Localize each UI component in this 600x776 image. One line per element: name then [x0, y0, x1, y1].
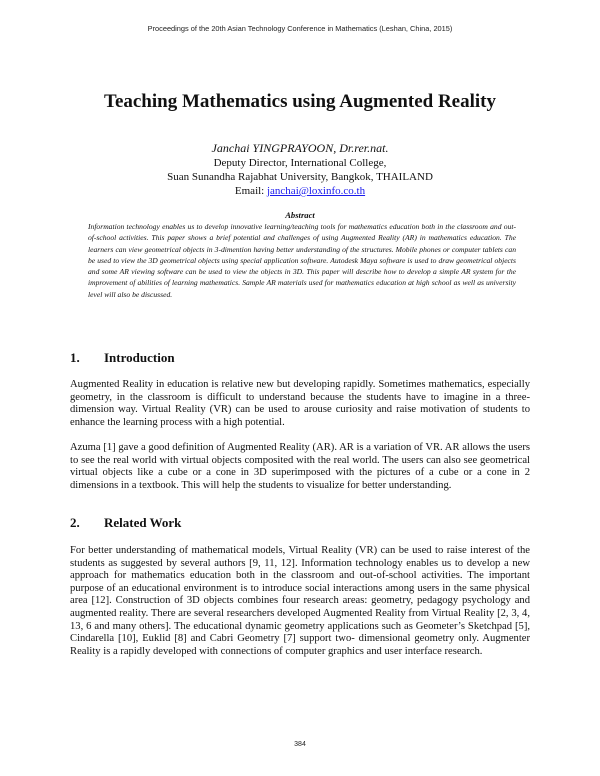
section-heading-related-work [70, 515, 181, 531]
email-label: Email: [234, 185, 267, 197]
author-email-line [0, 184, 600, 198]
section-heading-introduction [70, 350, 175, 366]
section-number: 1. [70, 350, 80, 365]
section-number: 2. [70, 515, 80, 530]
introduction-paragraph-1: Augmented Reality in education is relative new but developing rapidly. Sometimes mathematics, especially geometry, in the classroom is difficult to understand because the students have to imagine in a three-dimension way. Virtual Reality (VR) can be used to arouse curiosity and raise motivation of students to enhance the learning process with a high potential. [70, 379, 530, 428]
page-number: 384 [294, 741, 306, 748]
related-work-paragraph-1: For better understanding of mathematical models, Virtual Reality (VR) can be used to raise interest of the students as suggested by several authors [9, 11, 12]. Information technology enables us to develop a new approach for mathematics education both in the classroom and out-of-school activities. The important purpose of an educational environment is to introduce social interactions among users in the same physical area [12]. Construction of 3D objects combines four research areas: geometry, pedagogy psychology and augmented reality. There are several researchers developed Augmented Reality from Virtual Reality [2, 3, 4, 13, 6 and many others]. The educational dynamic geometry applications such as Geometer’s Sketchpad [5], Cindarella [10], Euklid [8] and Cabri Geometry [7] support two- dimensional geometry only. Augmenter Reality is a rapidly developed with connections of computer graphics and user interface research. [70, 545, 530, 657]
author-position: Deputy Director, International College, [213, 157, 387, 169]
section-title: Introduction [104, 350, 175, 365]
paper-title: Teaching Mathematics using Augmented Reality [104, 91, 496, 112]
author-block [0, 141, 600, 198]
author-affiliation: Suan Sunandha Rajabhat University, Bangkok, THAILAND [167, 171, 433, 183]
running-header: Proceedings of the 20th Asian Technology Conference in Mathematics (Leshan, China, 2015) [147, 24, 453, 33]
email-link[interactable]: janchai@loxinfo.co.th [266, 185, 366, 197]
abstract-heading: Abstract [285, 210, 315, 220]
abstract-text: Information technology enables us to develop innovative learning/teaching tools for mathematics education both in the classroom and out-of-school activities. This paper shows a brief potential and challenges of using Augmented Reality (AR) in mathematics education. The learners can view geometrical objects in 3-dimention having better understanding of the structures. Mobile phones or computer tablets can be used to view the 3D geometrical objects using special application software. Autodesk Maya software is used to draw geometrical objects and some AR viewing software can be used to view the objects in 3D. This paper will describe how to develop a simple AR system for the improvement of abilities of learning mathematics. Sample AR materials used for mathematics education at high school as well as university level will also be discussed. [88, 222, 516, 299]
section-title: Related Work [104, 515, 182, 530]
author-name: Janchai YINGPRAYOON, Dr.rer.nat. [211, 141, 389, 155]
introduction-paragraph-2: Azuma [1] gave a good definition of Augmented Reality (AR). AR is a variation of VR. AR allows the users to see the real world with virtual objects composited with the real world. The users can also see geometrical virtual objects like a cube or a cone in 3D superimposed with the pictures of a cube or a cone in 2 dimensions in a textbook. This will help the students to visualize for better understanding. [70, 442, 530, 491]
